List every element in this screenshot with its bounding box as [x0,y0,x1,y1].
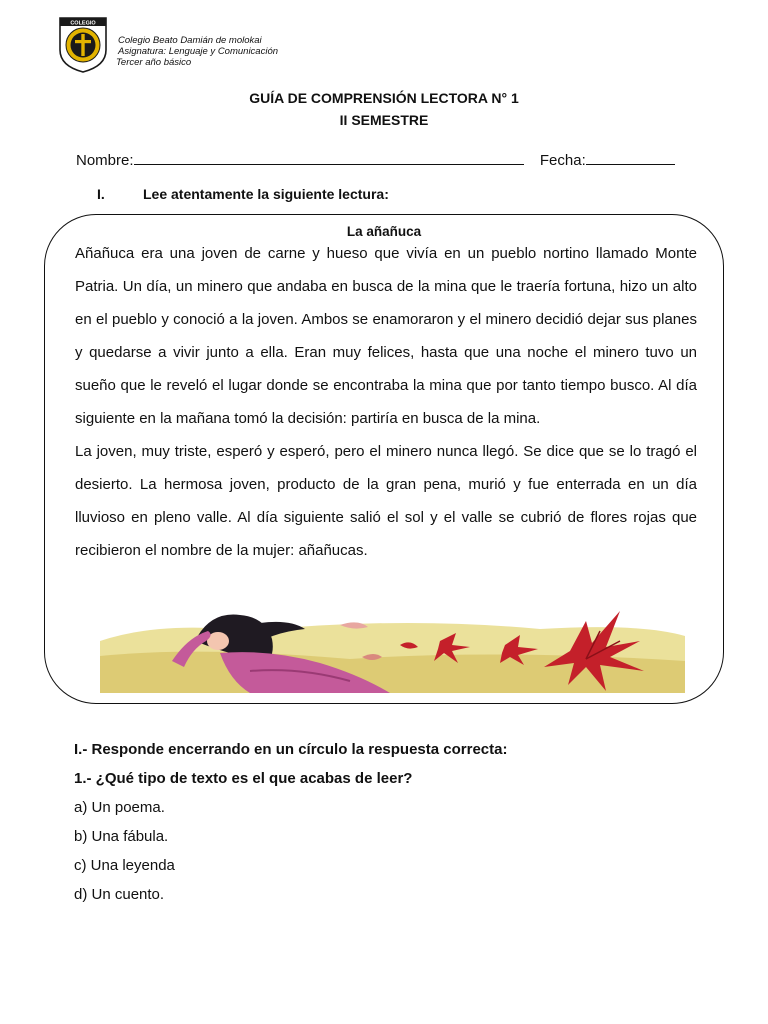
school-name: Colegio Beato Damián de molokai [118,35,262,46]
name-label: Nombre: [76,152,134,169]
logo-label: COLEGIO [70,20,96,27]
answer-option-d[interactable]: d) Un cuento. [74,886,165,903]
answer-option-b[interactable]: b) Una fábula. [74,828,169,845]
story-text [75,237,697,567]
student-fields [76,150,675,169]
instruction-number: I. [97,186,105,202]
answer-option-c[interactable]: c) Una leyenda [74,857,175,874]
name-field[interactable] [134,150,524,165]
story-paragraph: La joven, muy triste, esperó y esperó, pero el minero nunca llegó. Se dice que se lo tragó el desierto. La hermosa joven, producto de la gran pena, murió y fue enterrada en un día lluvioso en pleno valle. Al día siguiente salió el sol y el valle se cubrió de flores rojas que recibieron el nombre de la mujer: añañucas. [75,443,697,559]
school-header [118,35,278,68]
date-field[interactable] [586,150,675,165]
story-illustration [100,601,685,693]
page-subtitle: II SEMESTRE [339,112,429,128]
question-1: 1.- ¿Qué tipo de texto es el que acabas de leer? [74,770,413,787]
page-title: GUÍA DE COMPRENSIÓN LECTORA N° 1 [249,90,519,106]
grade-line: Tercer año básico [116,57,192,68]
story-paragraph: Añañuca era una joven de carne y hueso que vivía en un pueblo nortino llamado Monte Patria. Un día, un minero que andaba en busca de la mina que le traería fortuna, hizo un alto en el pueblo y conoció a la joven. Ambos se enamoraron y el minero decidió dejar sus planes y quedarse a vivir junto a ella. Eran muy felices, hasta que una noche el minero tuvo un sueño que le reveló el lugar donde se encontraba la mina que por tanto tiempo busco. Al día siguiente en la mañana tomó la decisión: partiría en busca de la mina. [75,245,697,427]
questions-heading: I.- Responde encerrando en un círculo la respuesta correcta: [74,741,508,758]
story-box [44,214,724,704]
instruction-text: Lee atentamente la siguiente lectura: [143,186,389,202]
answer-option-a[interactable]: a) Un poema. [74,799,165,816]
reading-instruction [97,186,389,202]
date-label: Fecha: [539,152,586,169]
subject-line: Asignatura: Lenguaje y Comunicación [118,46,279,57]
story-title: La añañuca [346,224,422,239]
school-logo [58,16,108,74]
